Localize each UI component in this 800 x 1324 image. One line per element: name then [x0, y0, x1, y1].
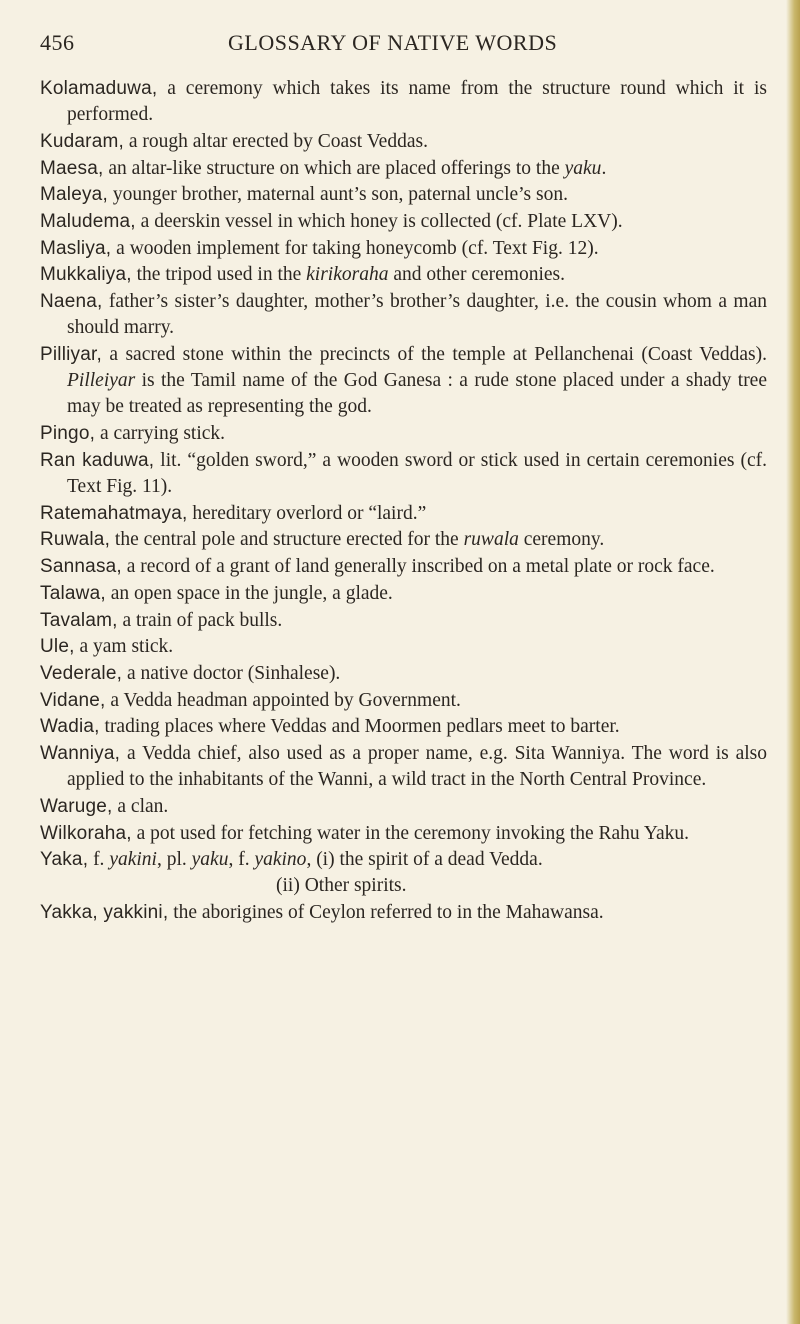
entry-text: , f. [228, 849, 255, 871]
entry-definition: a Vedda chief, also used as a proper name, e.g. Sita Wanniya. The word is also applied to the inhabitants of the Wanni, a wild tract in the North Central Province. [67, 743, 767, 791]
glossary-entry [40, 688, 767, 714]
glossary-entry [40, 741, 767, 793]
entry-term: Pingo, [40, 423, 96, 445]
glossary-entry-yakka [40, 900, 767, 926]
glossary-entry [40, 289, 767, 341]
entry-definition: a yam stick. [74, 636, 174, 658]
entry-definition: a pot used for fetching water in the ceremony invoking the Rahu Yaku. [131, 822, 689, 844]
glossary-entry [40, 794, 767, 820]
entry-term: Vidane, [40, 689, 106, 711]
entry-definition: hereditary overlord or “laird.” [187, 502, 427, 524]
entry-definition: the aborigines of Ceylon referred to in the Mahawansa. [168, 901, 604, 923]
entry-term: Pilliyar, [40, 344, 102, 366]
entry-definition: a ceremony which takes its name from the structure round which it is performed. [67, 78, 767, 126]
entry-definition: a record of a grant of land generally inscribed on a metal plate or rock face. [121, 556, 715, 578]
entry-term: Ruwala, [40, 529, 111, 551]
entry-definition: a carrying stick. [95, 423, 226, 445]
entry-term: Naena, [40, 291, 103, 313]
glossary-entry [40, 527, 767, 553]
glossary-entry [40, 634, 767, 660]
glossary-entry [40, 661, 767, 687]
entry-definition: the tripod used in the [131, 264, 307, 286]
glossary-entry [40, 501, 767, 527]
entry-definition: (ii) Other spirits. [276, 875, 407, 897]
glossary-entry [40, 554, 767, 580]
entry-term: Yakka, yakkini, [40, 901, 169, 923]
glossary-subentry [40, 873, 767, 899]
entry-term: Tavalam, [40, 609, 118, 631]
entry-term: Yaka, [40, 849, 89, 871]
entry-definition: a Vedda headman appointed by Government. [105, 689, 461, 711]
entry-definition: younger brother, maternal aunt’s son, paternal uncle’s son. [107, 184, 568, 206]
entry-term: Kudaram, [40, 130, 124, 152]
entry-definition: a wooden implement for taking honeycomb (cf. Text Fig. 12). [111, 237, 599, 259]
glossary-entry [40, 608, 767, 634]
page-header [40, 30, 770, 60]
entry-definition: lit. “golden sword,” a wooden sword or stick used in certain ceremonies (cf. Text Fig. 11). [67, 449, 767, 498]
entry-definition: a train of pack bulls. [117, 609, 283, 631]
entry-term: Masliya, [40, 237, 112, 259]
glossary-entry [40, 421, 767, 447]
entry-definition: trading places where Veddas and Moormen pedlars meet to barter. [99, 716, 620, 738]
entry-definition-end: . [601, 157, 607, 179]
entry-term: Vederale, [40, 662, 123, 684]
glossary-entry [40, 581, 767, 607]
glossary-entry [40, 209, 767, 235]
glossary-entry [40, 156, 767, 182]
entry-term: Maleya, [40, 184, 108, 206]
glossary-entry [40, 76, 767, 128]
entry-term: Waruge, [40, 795, 113, 817]
entry-term: Wadia, [40, 716, 100, 738]
glossary-entry [40, 821, 767, 847]
glossary-entries [40, 76, 767, 927]
glossary-entry [40, 342, 767, 421]
glossary-entry-yaka [40, 847, 767, 873]
entry-text: f. [88, 849, 110, 871]
entry-term: Ran kaduwa, [40, 449, 155, 471]
entry-definition: father’s sister’s daughter, mother’s brother’s daughter, i.e. the cousin whom a man should marry. [67, 291, 767, 339]
entry-term: Talawa, [40, 582, 106, 604]
entry-italic-term: yakini [109, 849, 157, 871]
entry-italic-term: kirikoraha [306, 264, 389, 286]
entry-definition: a deerskin vessel in which honey is collected (cf. Plate LXV). [135, 211, 623, 233]
entry-italic-term: yaku [191, 849, 229, 871]
entry-definition: , (i) the spirit of a dead Vedda. [306, 849, 543, 871]
entry-definition: an altar-like structure on which are placed offerings to the [103, 157, 565, 179]
entry-term: Sannasa, [40, 556, 122, 578]
entry-term: Ratemahatmaya, [40, 502, 188, 524]
entry-definition: an open space in the jungle, a glade. [105, 582, 393, 604]
entry-term: Mukkaliya, [40, 264, 132, 286]
entry-term: Wilkoraha, [40, 822, 132, 844]
entry-definition-end: and other ceremonies. [388, 264, 565, 286]
entry-definition: a native doctor (Sinhalese). [122, 662, 341, 684]
entry-term: Ule, [40, 636, 75, 658]
page-number: 456 [40, 30, 75, 55]
entry-term: Maesa, [40, 157, 104, 179]
glossary-entry [40, 714, 767, 740]
entry-term: Kolamaduwa, [40, 78, 158, 99]
entry-term: Wanniya, [40, 743, 121, 765]
entry-definition: the central pole and structure erected for the [110, 529, 464, 551]
entry-definition: a sacred stone within the precincts of the temple at Pellanchenai (Coast Veddas). [101, 344, 767, 366]
entry-definition: a rough altar erected by Coast Veddas. [123, 130, 428, 152]
entry-italic-term: Pilleiyar [67, 370, 136, 392]
entry-text: , pl. [156, 849, 192, 871]
running-title: GLOSSARY OF NATIVE WORDS [228, 30, 558, 55]
page-edge [786, 0, 800, 1324]
entry-italic-term: yaku [564, 157, 602, 179]
entry-definition: a clan. [112, 795, 169, 817]
entry-term: Maludema, [40, 211, 136, 233]
entry-italic-term: ruwala [463, 529, 519, 551]
entry-definition-end: is the Tamil name of the God Ganesa : a rude stone placed under a shady tree may be treated as representing the god. [67, 370, 767, 418]
glossary-entry [40, 236, 767, 262]
entry-definition-end: ceremony. [518, 529, 605, 551]
glossary-entry [40, 262, 767, 288]
glossary-entry [40, 448, 767, 500]
entry-italic-term: yakino [254, 849, 307, 871]
glossary-entry [40, 182, 767, 208]
glossary-entry [40, 129, 767, 155]
